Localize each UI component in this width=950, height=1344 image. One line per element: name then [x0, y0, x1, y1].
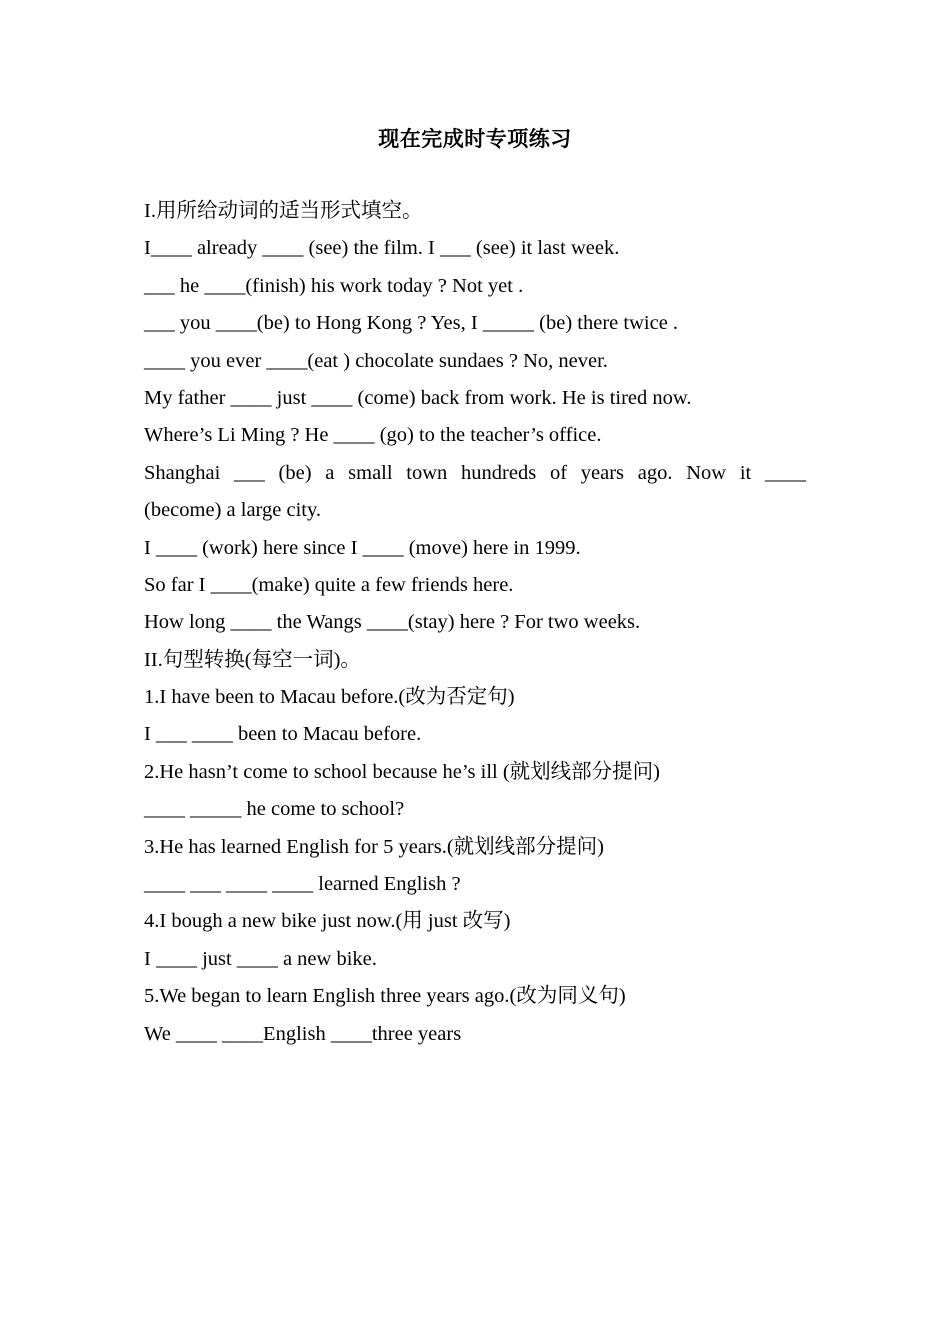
exercise-line: 5.We began to learn English three years ago.(改为同义句) [144, 985, 626, 1008]
exercise-line: Where’s Li Ming ? He ____ (go) to the teacher’s office. [144, 424, 602, 447]
exercise-line: I____ already ____ (see) the film. I ___ (see) it last week. [144, 237, 620, 260]
exercise-line: I ____ (work) here since I ____ (move) here in 1999. [144, 536, 581, 559]
section-heading: I.用所给动词的适当形式填空。 [144, 200, 423, 222]
exercise-line: 1.I have been to Macau before.(改为否定句) [144, 686, 515, 709]
exercise-line: Shanghai ___ (be) a small town hundreds of years ago. Now it ____ [144, 461, 806, 484]
exercise-line: 4.I bough a new bike just now.(用 just 改写) [144, 910, 511, 933]
exercise-line: ____ ___ ____ ____ learned English ? [144, 873, 461, 896]
exercise-line: 2.He hasn’t come to school because he’s ill (就划线部分提问) [144, 760, 661, 783]
exercise-line: (become) a large city. [144, 499, 322, 522]
exercise-line: I ____ just ____ a new bike. [144, 947, 377, 970]
exercise-line: How long ____ the Wangs ____(stay) here ? For two weeks. [144, 611, 641, 634]
exercise-line: ____ _____ he come to school? [144, 798, 405, 821]
exercise-line: I ___ ____ been to Macau before. [144, 723, 422, 746]
exercise-line: ___ he ____(finish) his work today ? Not yet . [144, 274, 524, 297]
exercise-line: 3.He has learned English for 5 years.(就划线部分提问) [144, 835, 604, 858]
page-title: 现在完成时专项练习 [378, 127, 572, 151]
exercise-line: ___ you ____(be) to Hong Kong ? Yes, I _____ (be) there twice . [144, 312, 679, 335]
section-heading: II.句型转换(每空一词)。 [144, 648, 361, 671]
exercise-line: ____ you ever ____(eat ) chocolate sundaes ? No, never. [144, 349, 608, 372]
exercise-line: My father ____ just ____ (come) back from work. He is tired now. [144, 386, 692, 409]
exercise-content [144, 193, 806, 1053]
exercise-line: So far I ____(make) quite a few friends here. [144, 573, 514, 596]
exercise-line: We ____ ____English ____three years [144, 1022, 462, 1045]
